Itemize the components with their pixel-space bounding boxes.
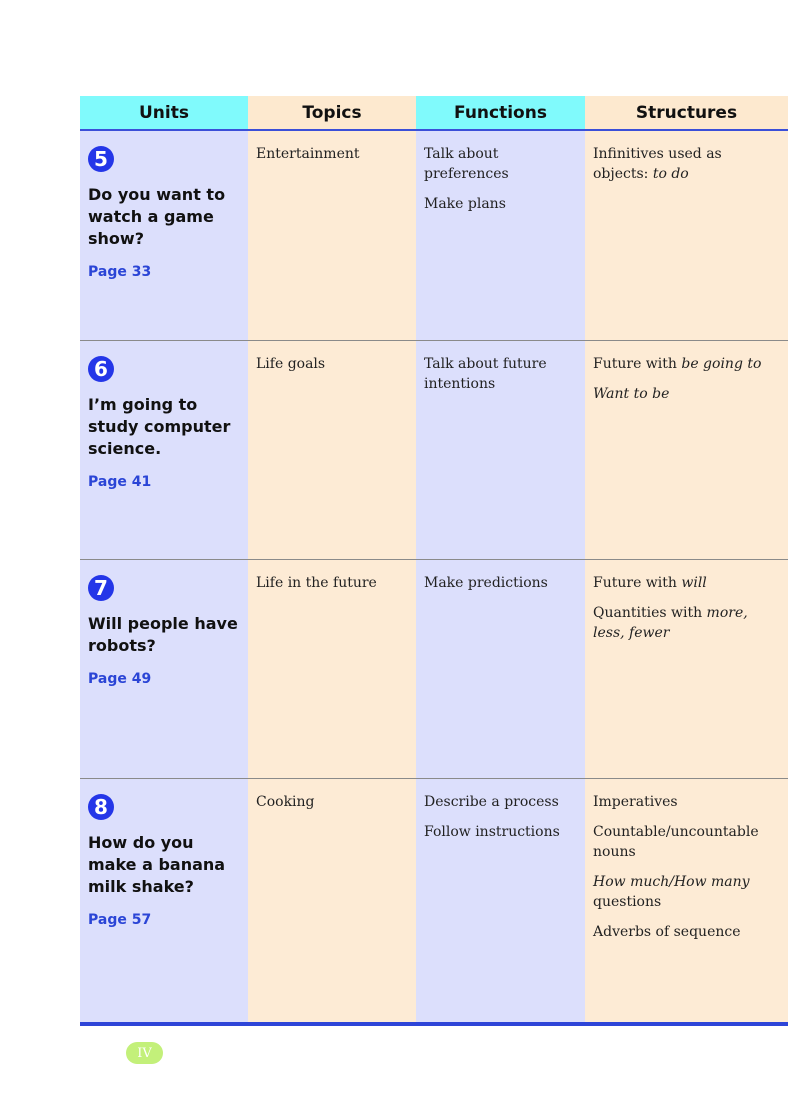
- structure-italic-text: Want to be: [593, 386, 670, 402]
- structures-cell: [585, 341, 788, 559]
- structure-italic-text: more, less, fewer: [593, 605, 748, 641]
- header-topics: Topics: [248, 96, 416, 129]
- functions-cell: [416, 341, 585, 559]
- unit-title: I’m going to study computer science.: [88, 395, 231, 458]
- structure-text: Infinitives used as objects:: [593, 146, 722, 182]
- structure-after-text: questions: [593, 894, 662, 910]
- topic-text: Life goals: [256, 356, 326, 372]
- structure-italic-text: How much/How many: [593, 874, 750, 890]
- unit-number-badge: 6: [88, 356, 114, 382]
- header-structures: Structures: [585, 96, 788, 129]
- function-item: Make predictions: [424, 575, 548, 591]
- unit-page-link[interactable]: Page 57: [88, 912, 152, 928]
- structure-item: [593, 384, 780, 404]
- topic-cell: [248, 131, 416, 340]
- structure-text: Adverbs of sequence: [593, 924, 741, 940]
- table-row: [80, 341, 788, 560]
- topic-text: Cooking: [256, 794, 315, 810]
- unit-cell: [80, 131, 248, 340]
- functions-cell: [416, 560, 585, 778]
- structures-cell: [585, 131, 788, 340]
- structures-cell: [585, 779, 788, 1022]
- unit-page-link[interactable]: Page 33: [88, 264, 152, 280]
- unit-cell: [80, 341, 248, 559]
- structures-cell: [585, 560, 788, 778]
- unit-title: Will people have robots?: [88, 614, 238, 655]
- table-body: [80, 131, 788, 1026]
- structure-text: Future with: [593, 356, 682, 372]
- page-number-badge: IV: [126, 1042, 163, 1064]
- structure-item: [593, 872, 780, 912]
- function-item: Talk about preferences: [424, 146, 509, 182]
- function-item: Make plans: [424, 196, 506, 212]
- header-units: Units: [80, 96, 248, 129]
- structure-item: [593, 603, 780, 643]
- topic-cell: [248, 779, 416, 1022]
- structure-item: [593, 144, 780, 184]
- functions-cell: [416, 779, 585, 1022]
- contents-table: [80, 96, 788, 1026]
- function-item: Follow instructions: [424, 824, 560, 840]
- header-functions: Functions: [416, 96, 585, 129]
- structure-item: [593, 822, 780, 862]
- structure-italic-text: be going to: [681, 356, 762, 372]
- topic-text: Entertainment: [256, 146, 360, 162]
- structure-item: [593, 922, 780, 942]
- table-row: [80, 779, 788, 1026]
- table-row: [80, 131, 788, 341]
- unit-title: How do you make a banana milk shake?: [88, 833, 226, 896]
- structure-italic-text: will: [681, 575, 707, 591]
- structure-italic-text: to do: [652, 166, 689, 182]
- unit-number-badge: 8: [88, 794, 114, 820]
- unit-page-link[interactable]: Page 49: [88, 671, 152, 687]
- function-item: Talk about future intentions: [424, 356, 547, 392]
- unit-title: Do you want to watch a game show?: [88, 185, 226, 248]
- functions-cell: [416, 131, 585, 340]
- unit-page-link[interactable]: Page 41: [88, 474, 152, 490]
- structure-text: Quantities with: [593, 605, 707, 621]
- structure-item: [593, 354, 780, 374]
- structure-text: Imperatives: [593, 794, 678, 810]
- unit-cell: [80, 779, 248, 1022]
- unit-number-badge: 5: [88, 146, 114, 172]
- structure-text: Future with: [593, 575, 682, 591]
- function-item: Describe a process: [424, 794, 559, 810]
- topic-cell: [248, 560, 416, 778]
- structure-text: Countable/uncountable nouns: [593, 824, 759, 860]
- table-row: [80, 560, 788, 779]
- topic-cell: [248, 341, 416, 559]
- table-header: [80, 96, 788, 131]
- structure-item: [593, 573, 780, 593]
- unit-cell: [80, 560, 248, 778]
- structure-item: [593, 792, 780, 812]
- topic-text: Life in the future: [256, 575, 377, 591]
- unit-number-badge: 7: [88, 575, 114, 601]
